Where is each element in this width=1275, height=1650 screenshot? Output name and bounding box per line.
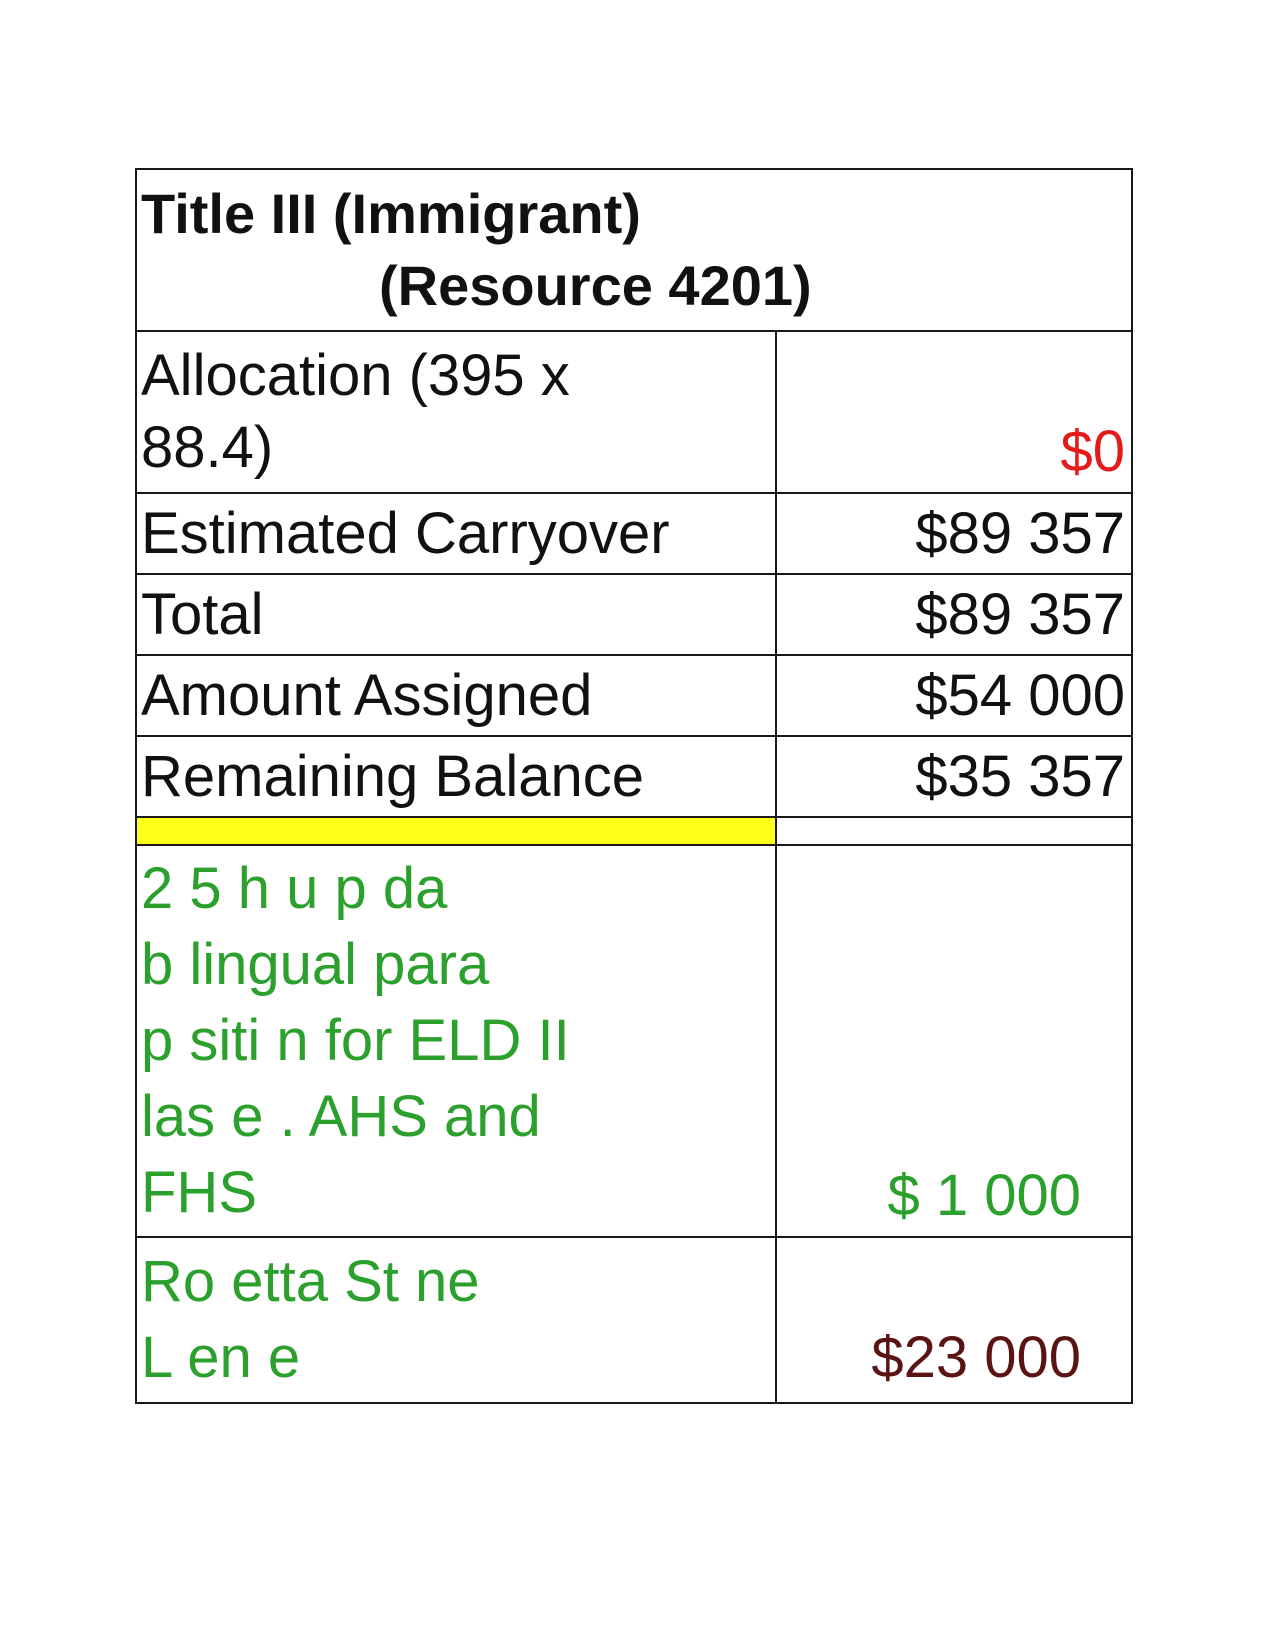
yellow-highlight-bar (136, 817, 776, 845)
remaining-amount: $35 357 (776, 736, 1132, 817)
title-line-1: Title III (Immigrant) (141, 182, 641, 245)
table-row-remaining (136, 736, 1132, 817)
remaining-label: Remaining Balance (136, 736, 776, 817)
empty-cell (776, 817, 1132, 845)
allocation-label: Allocation (395 x 88.4) (136, 331, 776, 493)
paraprofessional-item-amount: $ 1 000 (776, 845, 1132, 1237)
table-row-allocation (136, 331, 1132, 493)
total-amount: $89 357 (776, 574, 1132, 655)
paraprofessional-item-label: 2 5 h u p da b lingual para p siti n for ELD II las e . AHS and FHS (136, 845, 776, 1237)
carryover-label: Estimated Carryover (136, 493, 776, 574)
assigned-label: Amount Assigned (136, 655, 776, 736)
total-label: Total (136, 574, 776, 655)
title-row (136, 169, 1132, 331)
table-row-rosetta-stone (136, 1237, 1132, 1403)
rosetta-stone-item-label: Ro etta St ne L en e (136, 1237, 776, 1403)
budget-table (135, 168, 1133, 1404)
table-row-carryover (136, 493, 1132, 574)
table-row-paraprofessional (136, 845, 1132, 1237)
table-title (136, 169, 1132, 331)
table-row-assigned (136, 655, 1132, 736)
title-line-2: (Resource 4201) (379, 254, 812, 317)
rosetta-stone-item-amount: $23 000 (776, 1237, 1132, 1403)
allocation-amount: $0 (776, 331, 1132, 493)
highlight-divider-row (136, 817, 1132, 845)
carryover-amount: $89 357 (776, 493, 1132, 574)
table-row-total (136, 574, 1132, 655)
assigned-amount: $54 000 (776, 655, 1132, 736)
